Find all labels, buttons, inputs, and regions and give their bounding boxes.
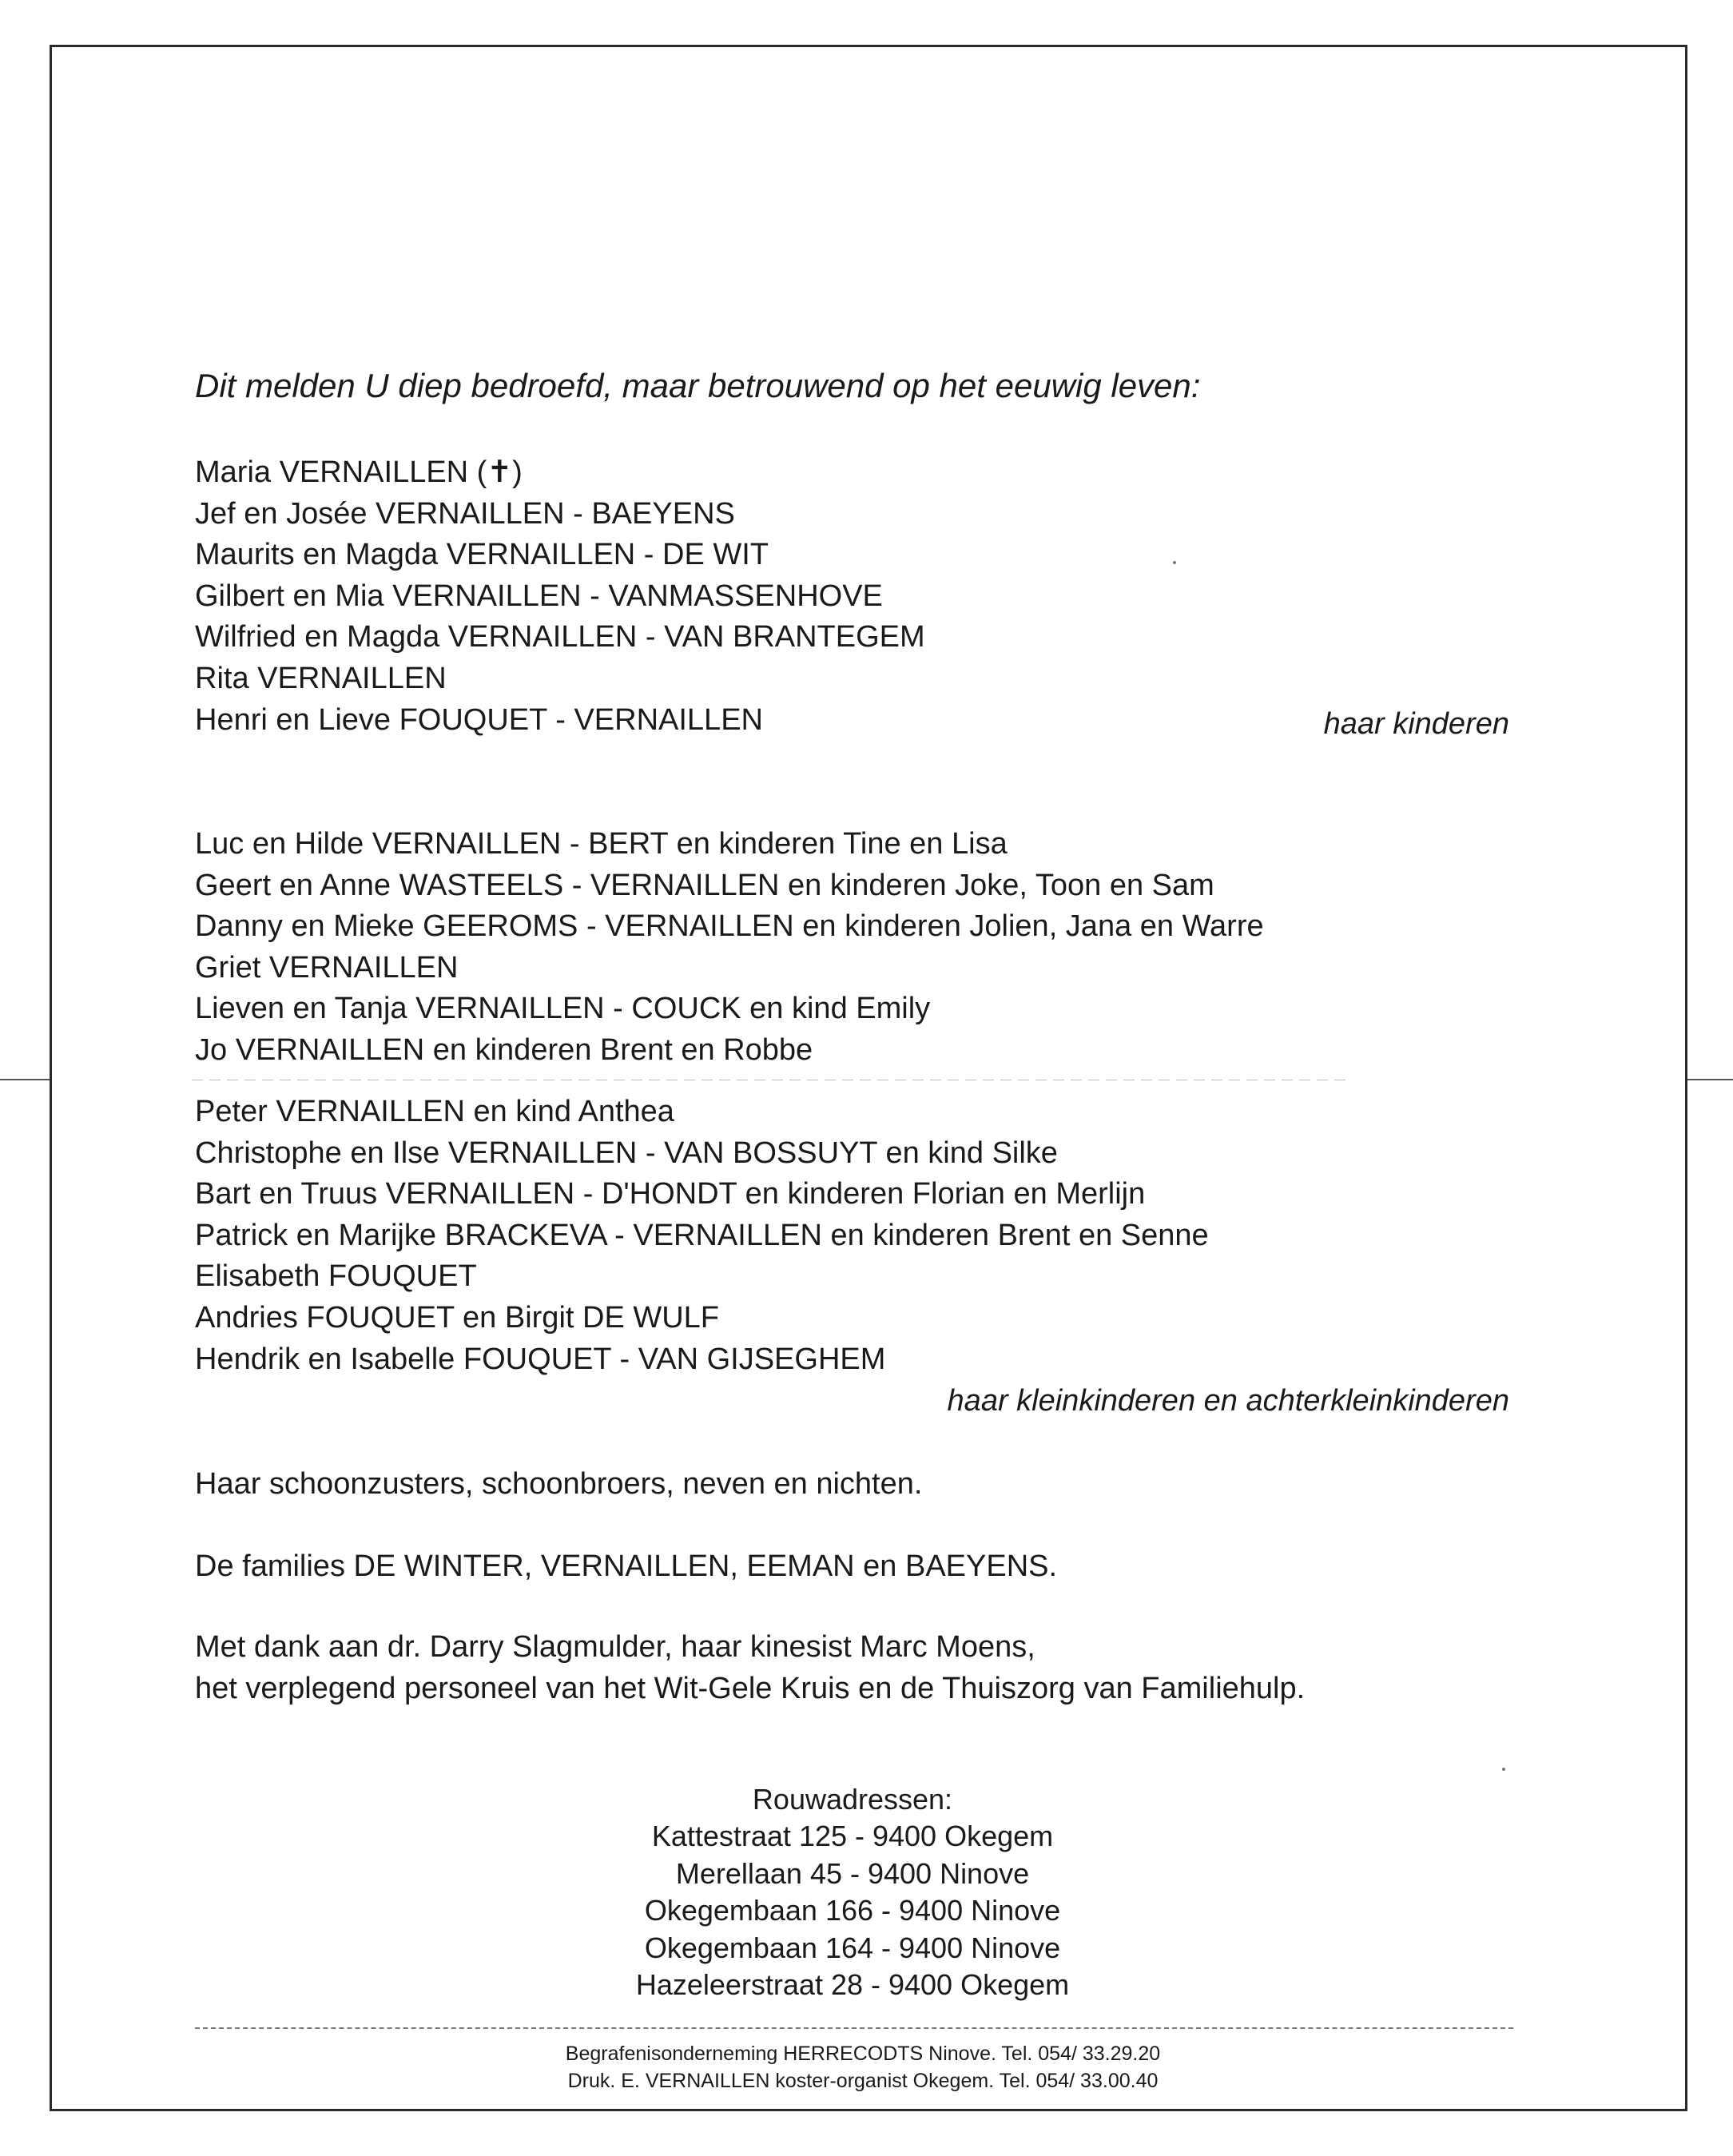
list-item: Hendrik en Isabelle FOUQUET - VAN GIJSEGHEM — [195, 1342, 886, 1376]
list-item: Rita VERNAILLEN — [195, 661, 447, 695]
footer — [399, 2040, 1326, 2094]
list-item: Peter VERNAILLEN en kind Anthea — [195, 1095, 674, 1128]
footer-divider — [195, 2027, 1513, 2029]
fold-mark-left — [0, 1079, 50, 1080]
list-item: Henri en Lieve FOUQUET - VERNAILLEN — [195, 702, 763, 737]
list-item: Danny en Mieke GEEROMS - VERNAILLEN en kinderen Jolien, Jana en Warre — [195, 909, 1264, 944]
address-line: Merellaan 45 - 9400 Ninove — [675, 1856, 1030, 1890]
thanks-text-line: het verplegend personeel van het Wit-Gele Kruis en de Thuiszorg van Familiehulp. — [195, 1672, 1306, 1705]
list-item: Lieven en Tanja VERNAILLEN - COUCK en kind Emily — [195, 992, 931, 1026]
grandchildren-label: haar kleinkinderen en achterkleinkinderen — [947, 1384, 1509, 1418]
address-line: Hazeleerstraat 28 - 9400 Okegem — [635, 1968, 1070, 2002]
list-item: Bart en Truus VERNAILLEN - D'HONDT en kinderen Florian en Merlijn — [195, 1177, 1146, 1211]
funeral-home-credit: Begrafenisonderneming HERRECODTS Ninove. Tel. 054/ 33.29.20 — [565, 2043, 1161, 2065]
list-item: Christophe en Ilse VERNAILLEN - VAN BOSSUYT en kind Silke — [195, 1136, 1058, 1170]
list-item: Elisabeth FOUQUET — [195, 1259, 477, 1294]
addresses-heading: Rouwadressen: — [752, 1783, 953, 1816]
list-item: Patrick en Marijke BRACKEVA - VERNAILLEN en kinderen Brent en Senne — [195, 1218, 1209, 1252]
fold-mark-right — [1687, 1079, 1733, 1080]
list-item: Maurits en Magda VERNAILLEN - DE WIT — [195, 538, 769, 572]
list-item: Andries FOUQUET en Birgit DE WULF — [195, 1300, 720, 1335]
list-item: Geert en Anne WASTEELS - VERNAILLEN en kinderen Joke, Toon en Sam — [195, 868, 1214, 902]
grandchildren-list-bottom — [195, 1092, 1209, 1380]
address-line: Kattestraat 125 - 9400 Okegem — [651, 1820, 1054, 1853]
printer-credit: Druk. E. VERNAILLEN koster-organist Okegem. Tel. 054/ 33.00.40 — [567, 2070, 1159, 2092]
list-item: Jef en Josée VERNAILLEN - BAEYENS — [195, 496, 735, 531]
intro-text: Dit melden U diep bedroefd, maar betrouwend op het eeuwig leven: — [195, 367, 1201, 404]
address-line: Okegembaan 166 - 9400 Ninove — [644, 1894, 1061, 1927]
families-text: De families DE WINTER, VERNAILLEN, EEMAN en BAEYENS. — [195, 1549, 1058, 1583]
children-list — [195, 452, 925, 741]
address-line: Okegembaan 164 - 9400 Ninove — [644, 1931, 1061, 1964]
grandchildren-list-top — [195, 824, 1264, 1072]
relatives-text: Haar schoonzusters, schoonbroers, neven en nichten. — [195, 1467, 923, 1501]
list-item: Jo VERNAILLEN en kinderen Brent en Robbe — [195, 1032, 813, 1067]
paper-speck — [1502, 1768, 1505, 1771]
list-item: Griet VERNAILLEN — [195, 950, 459, 985]
list-item: Gilbert en Mia VERNAILLEN - VANMASSENHOVE — [195, 579, 883, 613]
thanks-text-line: Met dank aan dr. Darry Slagmulder, haar kinesist Marc Moens, — [195, 1630, 1035, 1664]
list-item: Maria VERNAILLEN (✝) — [195, 455, 523, 489]
mourning-addresses — [559, 1781, 1146, 2003]
children-label: haar kinderen — [1323, 707, 1509, 741]
list-item: Luc en Hilde VERNAILLEN - BERT en kinderen Tine en Lisa — [195, 827, 1008, 861]
list-item: Wilfried en Magda VERNAILLEN - VAN BRANTEGEM — [195, 620, 925, 654]
paper-speck — [1173, 561, 1176, 564]
